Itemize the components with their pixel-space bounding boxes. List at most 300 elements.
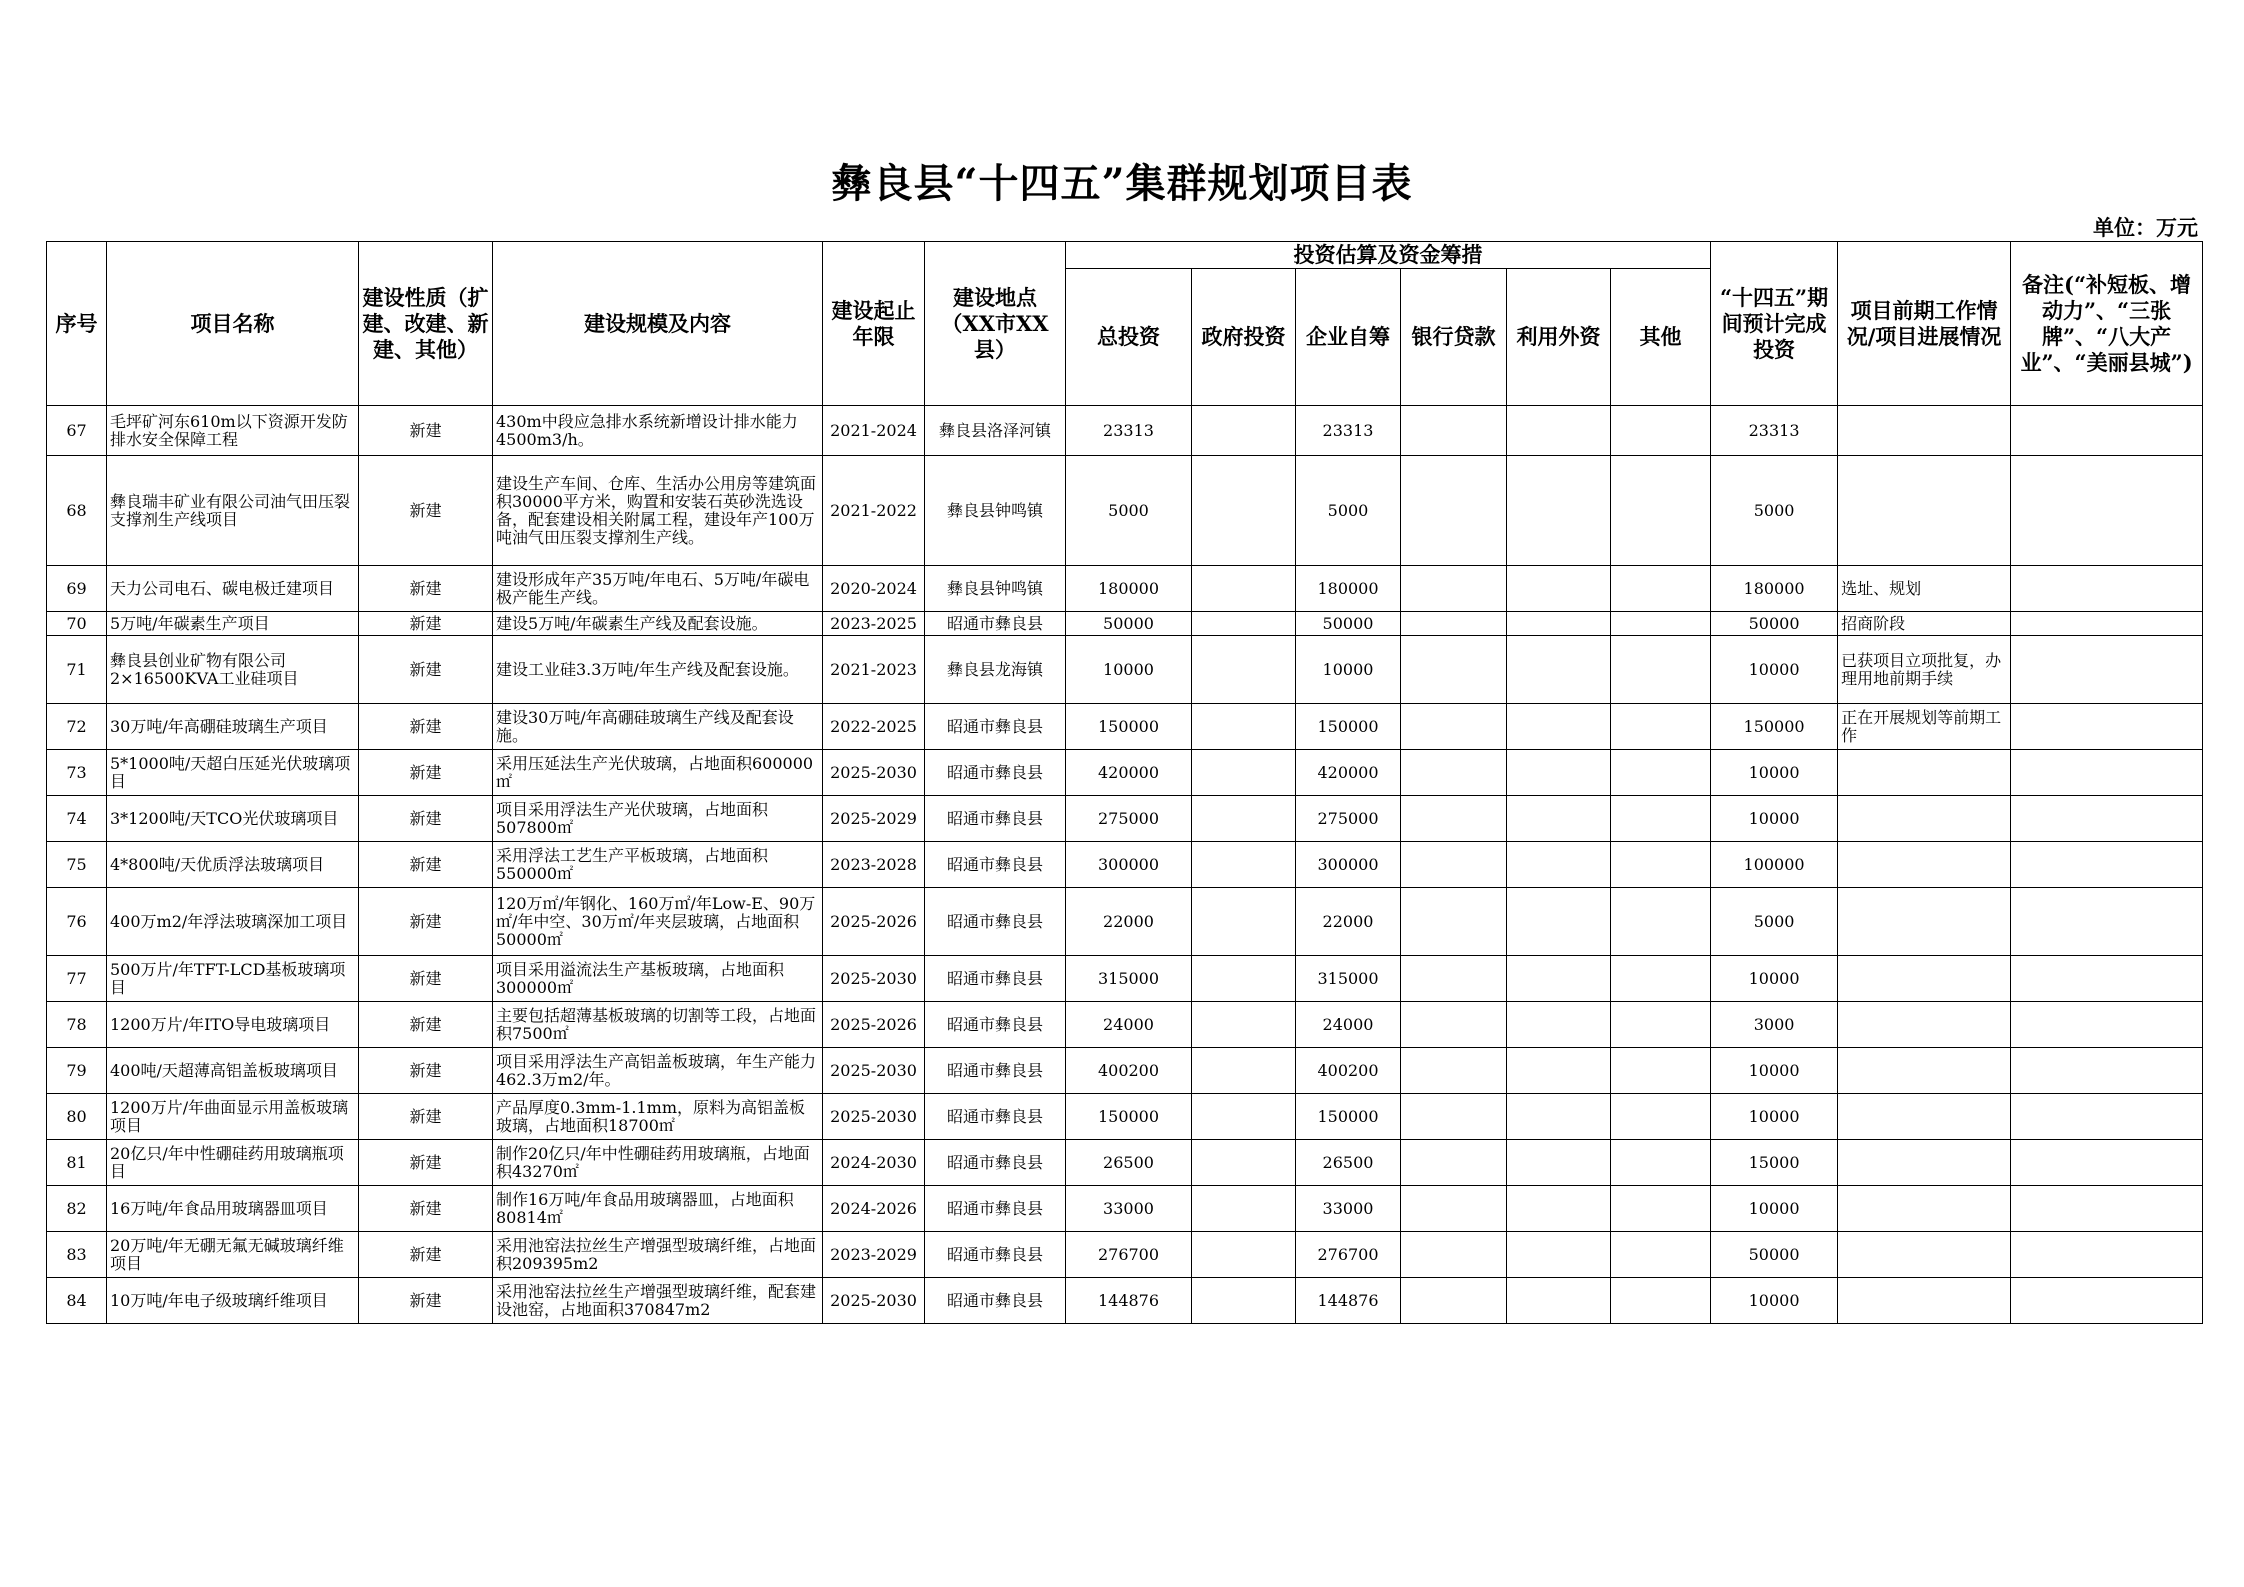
table-row bbox=[47, 1094, 2203, 1140]
cell-name: 彝良瑞丰矿业有限公司油气田压裂支撑剂生产线项目 bbox=[107, 456, 359, 566]
cell-nature: 新建 bbox=[359, 406, 493, 456]
cell-location: 昭通市彝良县 bbox=[925, 1232, 1066, 1278]
cell-nature: 新建 bbox=[359, 1140, 493, 1186]
cell-seq: 80 bbox=[47, 1094, 107, 1140]
cell-seq: 84 bbox=[47, 1278, 107, 1324]
cell-location: 彝良县钟鸣镇 bbox=[925, 566, 1066, 612]
cell-name: 3*1200吨/天TCO光伏玻璃项目 bbox=[107, 796, 359, 842]
cell-total: 180000 bbox=[1066, 566, 1192, 612]
table-row bbox=[47, 888, 2203, 956]
cell-plan: 10000 bbox=[1711, 956, 1838, 1002]
cell-progress bbox=[1838, 956, 2011, 1002]
cell-scale: 制作16万吨/年食品用玻璃器皿，占地面积80814㎡ bbox=[493, 1186, 823, 1232]
cell-seq: 67 bbox=[47, 406, 107, 456]
cell-self: 180000 bbox=[1296, 566, 1401, 612]
cell-gov bbox=[1192, 956, 1296, 1002]
cell-foreign bbox=[1507, 1278, 1611, 1324]
header-nature: 建设性质（扩建、改建、新建、其他） bbox=[359, 242, 493, 406]
cell-gov bbox=[1192, 636, 1296, 704]
cell-location: 昭通市彝良县 bbox=[925, 704, 1066, 750]
header-progress: 项目前期工作情况/项目进展情况 bbox=[1838, 242, 2011, 406]
cell-name: 1200万片/年曲面显示用盖板玻璃项目 bbox=[107, 1094, 359, 1140]
cell-total: 315000 bbox=[1066, 956, 1192, 1002]
cell-self: 10000 bbox=[1296, 636, 1401, 704]
cell-gov bbox=[1192, 612, 1296, 636]
cell-other bbox=[1611, 796, 1711, 842]
cell-remark bbox=[2011, 1002, 2203, 1048]
cell-remark bbox=[2011, 456, 2203, 566]
cell-other bbox=[1611, 612, 1711, 636]
cell-total: 275000 bbox=[1066, 796, 1192, 842]
project-table bbox=[46, 241, 2203, 1324]
cell-progress bbox=[1838, 1278, 2011, 1324]
cell-period: 2022-2025 bbox=[823, 704, 925, 750]
cell-name: 天力公司电石、碳电极迁建项目 bbox=[107, 566, 359, 612]
cell-period: 2024-2026 bbox=[823, 1186, 925, 1232]
cell-plan: 10000 bbox=[1711, 636, 1838, 704]
header-bank: 银行贷款 bbox=[1401, 269, 1507, 406]
cell-nature: 新建 bbox=[359, 456, 493, 566]
cell-remark bbox=[2011, 796, 2203, 842]
cell-other bbox=[1611, 1094, 1711, 1140]
cell-plan: 150000 bbox=[1711, 704, 1838, 750]
header-name: 项目名称 bbox=[107, 242, 359, 406]
table-row bbox=[47, 1232, 2203, 1278]
cell-plan: 50000 bbox=[1711, 612, 1838, 636]
cell-name: 10万吨/年电子级玻璃纤维项目 bbox=[107, 1278, 359, 1324]
cell-foreign bbox=[1507, 956, 1611, 1002]
cell-period: 2023-2029 bbox=[823, 1232, 925, 1278]
cell-period: 2025-2030 bbox=[823, 956, 925, 1002]
cell-gov bbox=[1192, 1232, 1296, 1278]
cell-gov bbox=[1192, 750, 1296, 796]
cell-nature: 新建 bbox=[359, 1048, 493, 1094]
cell-self: 24000 bbox=[1296, 1002, 1401, 1048]
cell-nature: 新建 bbox=[359, 1232, 493, 1278]
cell-self: 150000 bbox=[1296, 704, 1401, 750]
cell-foreign bbox=[1507, 750, 1611, 796]
cell-period: 2025-2030 bbox=[823, 750, 925, 796]
table-row bbox=[47, 612, 2203, 636]
cell-total: 26500 bbox=[1066, 1140, 1192, 1186]
cell-bank bbox=[1401, 796, 1507, 842]
table-row bbox=[47, 636, 2203, 704]
header-period: 建设起止年限 bbox=[823, 242, 925, 406]
cell-other bbox=[1611, 888, 1711, 956]
cell-total: 150000 bbox=[1066, 704, 1192, 750]
cell-remark bbox=[2011, 842, 2203, 888]
cell-gov bbox=[1192, 1278, 1296, 1324]
cell-period: 2023-2025 bbox=[823, 612, 925, 636]
cell-seq: 73 bbox=[47, 750, 107, 796]
cell-seq: 77 bbox=[47, 956, 107, 1002]
cell-location: 昭通市彝良县 bbox=[925, 956, 1066, 1002]
cell-bank bbox=[1401, 612, 1507, 636]
cell-foreign bbox=[1507, 1048, 1611, 1094]
cell-remark bbox=[2011, 1094, 2203, 1140]
cell-period: 2025-2030 bbox=[823, 1278, 925, 1324]
header-total: 总投资 bbox=[1066, 269, 1192, 406]
cell-remark bbox=[2011, 956, 2203, 1002]
header-self: 企业自筹 bbox=[1296, 269, 1401, 406]
table-row bbox=[47, 704, 2203, 750]
cell-other bbox=[1611, 956, 1711, 1002]
cell-scale: 建设30万吨/年高硼硅玻璃生产线及配套设施。 bbox=[493, 704, 823, 750]
header-plan: “十四五”期间预计完成投资 bbox=[1711, 242, 1838, 406]
cell-bank bbox=[1401, 842, 1507, 888]
cell-remark bbox=[2011, 566, 2203, 612]
cell-nature: 新建 bbox=[359, 842, 493, 888]
cell-other bbox=[1611, 1048, 1711, 1094]
cell-seq: 79 bbox=[47, 1048, 107, 1094]
cell-bank bbox=[1401, 750, 1507, 796]
cell-bank bbox=[1401, 888, 1507, 956]
cell-gov bbox=[1192, 1094, 1296, 1140]
cell-plan: 5000 bbox=[1711, 456, 1838, 566]
cell-scale: 采用压延法生产光伏玻璃，占地面积600000㎡ bbox=[493, 750, 823, 796]
cell-self: 276700 bbox=[1296, 1232, 1401, 1278]
cell-remark bbox=[2011, 888, 2203, 956]
cell-bank bbox=[1401, 1048, 1507, 1094]
cell-nature: 新建 bbox=[359, 1186, 493, 1232]
cell-period: 2023-2028 bbox=[823, 842, 925, 888]
unit-label: 单位：万元 bbox=[2093, 215, 2198, 240]
cell-foreign bbox=[1507, 796, 1611, 842]
cell-nature: 新建 bbox=[359, 1094, 493, 1140]
cell-total: 144876 bbox=[1066, 1278, 1192, 1324]
cell-location: 彝良县龙海镇 bbox=[925, 636, 1066, 704]
cell-remark bbox=[2011, 1140, 2203, 1186]
cell-name: 4*800吨/天优质浮法玻璃项目 bbox=[107, 842, 359, 888]
cell-location: 昭通市彝良县 bbox=[925, 842, 1066, 888]
cell-name: 20万吨/年无硼无氟无碱玻璃纤维项目 bbox=[107, 1232, 359, 1278]
cell-scale: 主要包括超薄基板玻璃的切割等工段，占地面积7500㎡ bbox=[493, 1002, 823, 1048]
cell-progress bbox=[1838, 750, 2011, 796]
cell-location: 昭通市彝良县 bbox=[925, 1048, 1066, 1094]
cell-other bbox=[1611, 1232, 1711, 1278]
table-row bbox=[47, 406, 2203, 456]
cell-name: 30万吨/年高硼硅玻璃生产项目 bbox=[107, 704, 359, 750]
cell-self: 300000 bbox=[1296, 842, 1401, 888]
cell-period: 2025-2026 bbox=[823, 1002, 925, 1048]
cell-foreign bbox=[1507, 612, 1611, 636]
cell-name: 400吨/天超薄高铝盖板玻璃项目 bbox=[107, 1048, 359, 1094]
header-gov: 政府投资 bbox=[1192, 269, 1296, 406]
cell-name: 彝良县创业矿物有限公司2×16500KVA工业硅项目 bbox=[107, 636, 359, 704]
cell-bank bbox=[1401, 1278, 1507, 1324]
cell-other bbox=[1611, 704, 1711, 750]
cell-progress bbox=[1838, 1186, 2011, 1232]
cell-seq: 74 bbox=[47, 796, 107, 842]
cell-plan: 5000 bbox=[1711, 888, 1838, 956]
header-other: 其他 bbox=[1611, 269, 1711, 406]
cell-scale: 项目采用溢流法生产基板玻璃，占地面积300000㎡ bbox=[493, 956, 823, 1002]
cell-seq: 69 bbox=[47, 566, 107, 612]
cell-self: 5000 bbox=[1296, 456, 1401, 566]
cell-foreign bbox=[1507, 1094, 1611, 1140]
cell-location: 昭通市彝良县 bbox=[925, 796, 1066, 842]
cell-total: 22000 bbox=[1066, 888, 1192, 956]
cell-other bbox=[1611, 406, 1711, 456]
table-body bbox=[47, 406, 2203, 1324]
table-row bbox=[47, 1186, 2203, 1232]
cell-progress: 正在开展规划等前期工作 bbox=[1838, 704, 2011, 750]
table-row bbox=[47, 1002, 2203, 1048]
cell-seq: 71 bbox=[47, 636, 107, 704]
cell-name: 5万吨/年碳素生产项目 bbox=[107, 612, 359, 636]
cell-self: 150000 bbox=[1296, 1094, 1401, 1140]
cell-scale: 建设5万吨/年碳素生产线及配套设施。 bbox=[493, 612, 823, 636]
cell-progress: 招商阶段 bbox=[1838, 612, 2011, 636]
cell-seq: 75 bbox=[47, 842, 107, 888]
cell-gov bbox=[1192, 888, 1296, 956]
cell-total: 50000 bbox=[1066, 612, 1192, 636]
cell-plan: 15000 bbox=[1711, 1140, 1838, 1186]
cell-location: 昭通市彝良县 bbox=[925, 1186, 1066, 1232]
cell-remark bbox=[2011, 704, 2203, 750]
cell-seq: 83 bbox=[47, 1232, 107, 1278]
cell-other bbox=[1611, 636, 1711, 704]
table-row bbox=[47, 456, 2203, 566]
cell-gov bbox=[1192, 796, 1296, 842]
cell-progress bbox=[1838, 1140, 2011, 1186]
cell-seq: 81 bbox=[47, 1140, 107, 1186]
cell-nature: 新建 bbox=[359, 888, 493, 956]
cell-location: 昭通市彝良县 bbox=[925, 1278, 1066, 1324]
cell-name: 500万片/年TFT-LCD基板玻璃项目 bbox=[107, 956, 359, 1002]
cell-nature: 新建 bbox=[359, 1002, 493, 1048]
cell-gov bbox=[1192, 1140, 1296, 1186]
cell-scale: 430m中段应急排水系统新增设计排水能力4500m3/h。 bbox=[493, 406, 823, 456]
cell-plan: 100000 bbox=[1711, 842, 1838, 888]
cell-scale: 采用池窑法拉丝生产增强型玻璃纤维，配套建设池窑，占地面积370847m2 bbox=[493, 1278, 823, 1324]
cell-foreign bbox=[1507, 704, 1611, 750]
cell-nature: 新建 bbox=[359, 796, 493, 842]
cell-total: 24000 bbox=[1066, 1002, 1192, 1048]
cell-plan: 10000 bbox=[1711, 750, 1838, 796]
cell-bank bbox=[1401, 566, 1507, 612]
cell-remark bbox=[2011, 750, 2203, 796]
cell-period: 2025-2026 bbox=[823, 888, 925, 956]
cell-progress bbox=[1838, 1232, 2011, 1278]
cell-progress bbox=[1838, 1094, 2011, 1140]
cell-total: 420000 bbox=[1066, 750, 1192, 796]
cell-total: 276700 bbox=[1066, 1232, 1192, 1278]
cell-gov bbox=[1192, 406, 1296, 456]
cell-nature: 新建 bbox=[359, 750, 493, 796]
cell-nature: 新建 bbox=[359, 704, 493, 750]
cell-foreign bbox=[1507, 1140, 1611, 1186]
cell-name: 16万吨/年食品用玻璃器皿项目 bbox=[107, 1186, 359, 1232]
table-row bbox=[47, 566, 2203, 612]
cell-location: 昭通市彝良县 bbox=[925, 1140, 1066, 1186]
cell-self: 144876 bbox=[1296, 1278, 1401, 1324]
cell-seq: 68 bbox=[47, 456, 107, 566]
cell-period: 2021-2022 bbox=[823, 456, 925, 566]
header-scale: 建设规模及内容 bbox=[493, 242, 823, 406]
cell-name: 1200万片/年ITO导电玻璃项目 bbox=[107, 1002, 359, 1048]
cell-bank bbox=[1401, 1232, 1507, 1278]
cell-progress bbox=[1838, 842, 2011, 888]
cell-progress: 已获项目立项批复，办理用地前期手续 bbox=[1838, 636, 2011, 704]
header-remark: 备注(“补短板、增动力”、“三张牌”、“八大产业”、“美丽县城”) bbox=[2011, 242, 2203, 406]
cell-self: 50000 bbox=[1296, 612, 1401, 636]
cell-bank bbox=[1401, 636, 1507, 704]
cell-gov bbox=[1192, 1002, 1296, 1048]
cell-location: 昭通市彝良县 bbox=[925, 750, 1066, 796]
cell-bank bbox=[1401, 1094, 1507, 1140]
cell-location: 彝良县钟鸣镇 bbox=[925, 456, 1066, 566]
cell-other bbox=[1611, 842, 1711, 888]
cell-progress bbox=[1838, 888, 2011, 956]
cell-bank bbox=[1401, 1140, 1507, 1186]
cell-name: 20亿只/年中性硼硅药用玻璃瓶项目 bbox=[107, 1140, 359, 1186]
cell-progress bbox=[1838, 456, 2011, 566]
cell-self: 315000 bbox=[1296, 956, 1401, 1002]
cell-plan: 50000 bbox=[1711, 1232, 1838, 1278]
cell-remark bbox=[2011, 636, 2203, 704]
cell-period: 2025-2030 bbox=[823, 1094, 925, 1140]
cell-self: 400200 bbox=[1296, 1048, 1401, 1094]
cell-gov bbox=[1192, 1048, 1296, 1094]
cell-bank bbox=[1401, 956, 1507, 1002]
cell-scale: 建设工业硅3.3万吨/年生产线及配套设施。 bbox=[493, 636, 823, 704]
header-invest-group: 投资估算及资金筹措 bbox=[1066, 242, 1711, 269]
cell-seq: 76 bbox=[47, 888, 107, 956]
cell-scale: 建设形成年产35万吨/年电石、5万吨/年碳电极产能生产线。 bbox=[493, 566, 823, 612]
header-foreign: 利用外资 bbox=[1507, 269, 1611, 406]
cell-remark bbox=[2011, 1186, 2203, 1232]
cell-other bbox=[1611, 1186, 1711, 1232]
cell-bank bbox=[1401, 704, 1507, 750]
cell-total: 150000 bbox=[1066, 1094, 1192, 1140]
cell-progress: 选址、规划 bbox=[1838, 566, 2011, 612]
cell-location: 昭通市彝良县 bbox=[925, 612, 1066, 636]
cell-period: 2024-2030 bbox=[823, 1140, 925, 1186]
cell-name: 毛坪矿河东610m以下资源开发防排水安全保障工程 bbox=[107, 406, 359, 456]
cell-plan: 10000 bbox=[1711, 1094, 1838, 1140]
cell-remark bbox=[2011, 1232, 2203, 1278]
cell-total: 5000 bbox=[1066, 456, 1192, 566]
cell-other bbox=[1611, 456, 1711, 566]
cell-scale: 建设生产车间、仓库、生活办公用房等建筑面积30000平方米，购置和安装石英砂洗选设备，配套建设相关附属工程，建设年产100万吨油气田压裂支撑剂生产线。 bbox=[493, 456, 823, 566]
cell-total: 33000 bbox=[1066, 1186, 1192, 1232]
cell-gov bbox=[1192, 842, 1296, 888]
cell-gov bbox=[1192, 1186, 1296, 1232]
cell-other bbox=[1611, 1278, 1711, 1324]
table-row bbox=[47, 750, 2203, 796]
cell-seq: 70 bbox=[47, 612, 107, 636]
cell-location: 彝良县洛泽河镇 bbox=[925, 406, 1066, 456]
cell-location: 昭通市彝良县 bbox=[925, 1094, 1066, 1140]
cell-name: 400万m2/年浮法玻璃深加工项目 bbox=[107, 888, 359, 956]
cell-period: 2021-2023 bbox=[823, 636, 925, 704]
cell-bank bbox=[1401, 456, 1507, 566]
cell-foreign bbox=[1507, 888, 1611, 956]
table-row bbox=[47, 1140, 2203, 1186]
cell-other bbox=[1611, 1140, 1711, 1186]
cell-name: 5*1000吨/天超白压延光伏玻璃项目 bbox=[107, 750, 359, 796]
cell-nature: 新建 bbox=[359, 612, 493, 636]
cell-progress bbox=[1838, 1048, 2011, 1094]
cell-plan: 180000 bbox=[1711, 566, 1838, 612]
cell-progress bbox=[1838, 406, 2011, 456]
table-row bbox=[47, 842, 2203, 888]
cell-gov bbox=[1192, 566, 1296, 612]
cell-gov bbox=[1192, 704, 1296, 750]
cell-scale: 产品厚度0.3mm-1.1mm，原料为高铝盖板玻璃，占地面积18700㎡ bbox=[493, 1094, 823, 1140]
cell-foreign bbox=[1507, 1186, 1611, 1232]
cell-scale: 采用池窑法拉丝生产增强型玻璃纤维，占地面积209395m2 bbox=[493, 1232, 823, 1278]
cell-plan: 10000 bbox=[1711, 796, 1838, 842]
cell-period: 2025-2030 bbox=[823, 1048, 925, 1094]
cell-nature: 新建 bbox=[359, 956, 493, 1002]
cell-nature: 新建 bbox=[359, 566, 493, 612]
table-row bbox=[47, 796, 2203, 842]
cell-remark bbox=[2011, 1048, 2203, 1094]
cell-self: 23313 bbox=[1296, 406, 1401, 456]
cell-self: 420000 bbox=[1296, 750, 1401, 796]
cell-self: 275000 bbox=[1296, 796, 1401, 842]
table-row bbox=[47, 1048, 2203, 1094]
cell-nature: 新建 bbox=[359, 636, 493, 704]
cell-period: 2025-2029 bbox=[823, 796, 925, 842]
cell-bank bbox=[1401, 1002, 1507, 1048]
cell-total: 10000 bbox=[1066, 636, 1192, 704]
cell-total: 300000 bbox=[1066, 842, 1192, 888]
cell-progress bbox=[1838, 1002, 2011, 1048]
cell-scale: 项目采用浮法生产高铝盖板玻璃，年生产能力462.3万m2/年。 bbox=[493, 1048, 823, 1094]
cell-seq: 78 bbox=[47, 1002, 107, 1048]
cell-total: 400200 bbox=[1066, 1048, 1192, 1094]
cell-bank bbox=[1401, 1186, 1507, 1232]
cell-plan: 10000 bbox=[1711, 1278, 1838, 1324]
cell-gov bbox=[1192, 456, 1296, 566]
cell-foreign bbox=[1507, 566, 1611, 612]
cell-foreign bbox=[1507, 636, 1611, 704]
table-row bbox=[47, 1278, 2203, 1324]
cell-self: 33000 bbox=[1296, 1186, 1401, 1232]
cell-scale: 制作20亿只/年中性硼硅药用玻璃瓶，占地面积43270㎡ bbox=[493, 1140, 823, 1186]
cell-plan: 10000 bbox=[1711, 1048, 1838, 1094]
cell-bank bbox=[1401, 406, 1507, 456]
cell-seq: 72 bbox=[47, 704, 107, 750]
header-seq: 序号 bbox=[47, 242, 107, 406]
cell-scale: 采用浮法工艺生产平板玻璃，占地面积550000㎡ bbox=[493, 842, 823, 888]
cell-foreign bbox=[1507, 842, 1611, 888]
cell-scale: 120万㎡/年钢化、160万㎡/年Low-E、90万㎡/年中空、30万㎡/年夹层玻璃，占地面积50000㎡ bbox=[493, 888, 823, 956]
table-row bbox=[47, 956, 2203, 1002]
cell-other bbox=[1611, 750, 1711, 796]
cell-period: 2020-2024 bbox=[823, 566, 925, 612]
cell-location: 昭通市彝良县 bbox=[925, 888, 1066, 956]
cell-remark bbox=[2011, 1278, 2203, 1324]
cell-other bbox=[1611, 566, 1711, 612]
cell-period: 2021-2024 bbox=[823, 406, 925, 456]
cell-plan: 3000 bbox=[1711, 1002, 1838, 1048]
cell-location: 昭通市彝良县 bbox=[925, 1002, 1066, 1048]
cell-foreign bbox=[1507, 406, 1611, 456]
header-location: 建设地点（XX市XX县） bbox=[925, 242, 1066, 406]
cell-self: 26500 bbox=[1296, 1140, 1401, 1186]
cell-foreign bbox=[1507, 1002, 1611, 1048]
cell-remark bbox=[2011, 406, 2203, 456]
cell-foreign bbox=[1507, 1232, 1611, 1278]
cell-scale: 项目采用浮法生产光伏玻璃，占地面积507800㎡ bbox=[493, 796, 823, 842]
cell-progress bbox=[1838, 796, 2011, 842]
cell-nature: 新建 bbox=[359, 1278, 493, 1324]
cell-remark bbox=[2011, 612, 2203, 636]
